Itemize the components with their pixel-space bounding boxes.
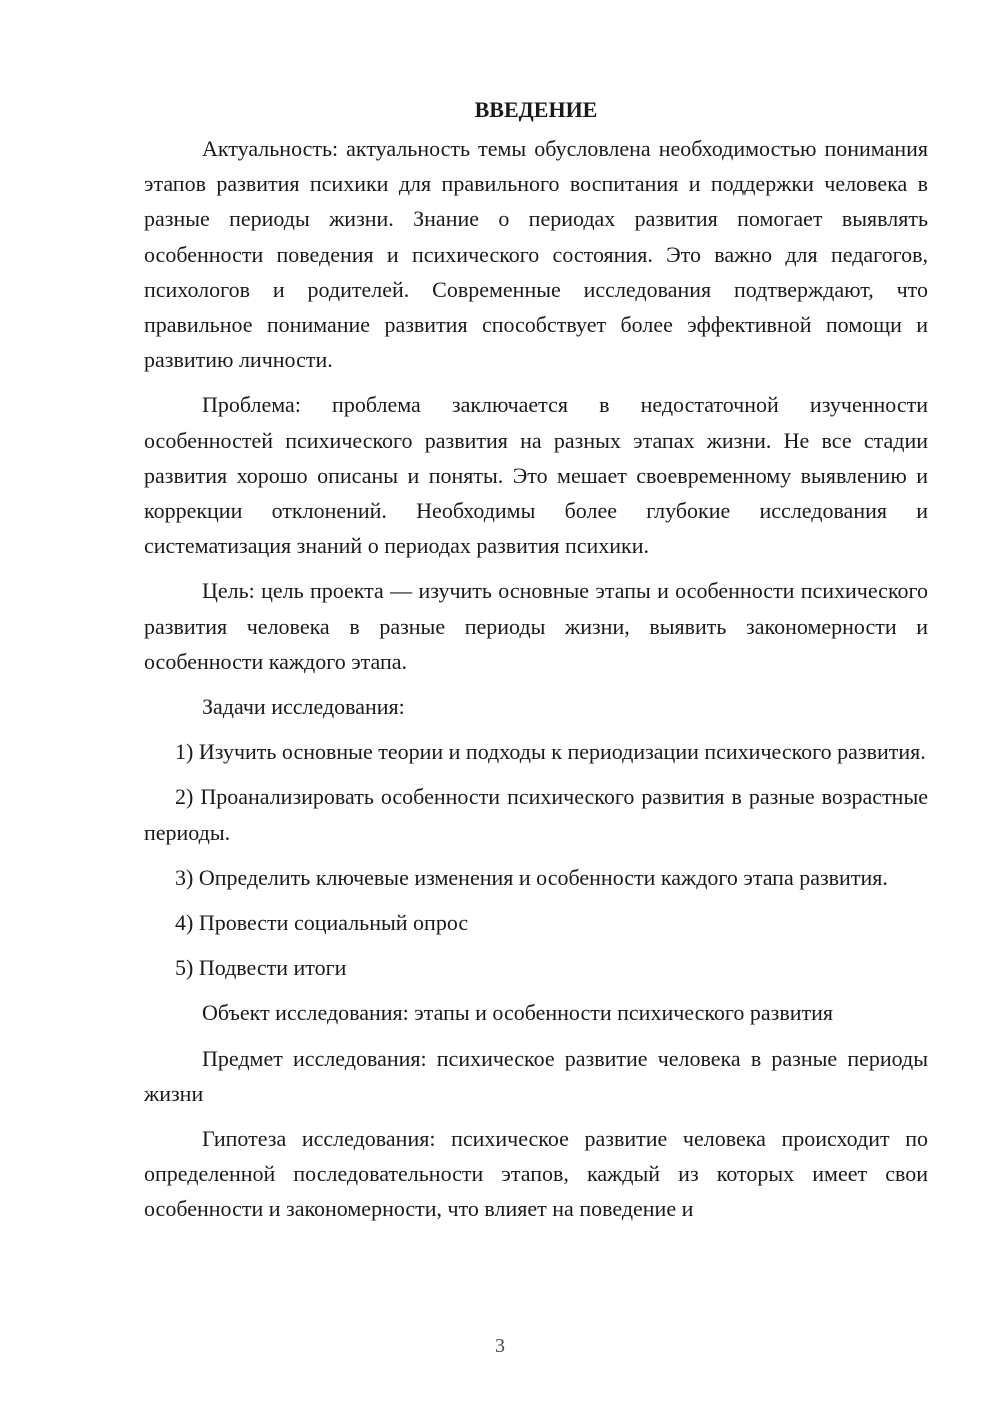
task-item-4: 4) Провести социальный опрос [175,910,469,936]
task-item-1: 1) Изучить основные теории и подходы к периодизации психического развития. [175,739,926,765]
paragraph-goal: Цель: цель проекта — изучить основные этапы и особенности психического развития человека в разные периоды жизни, выявить закономерности и особенности каждого этапа. [144,578,928,674]
task-item-5: 5) Подвести итоги [175,955,347,981]
paragraph-subject: Предмет исследования: психическое развитие человека в разные периоды жизни [144,1045,928,1106]
task-item-3: 3) Определить ключевые изменения и особенности каждого этапа развития. [175,864,888,890]
page-number: 3 [495,1335,505,1357]
paragraph-relevance: Актуальность: актуальность темы обусловлена необходимостью понимания этапов развития психики для правильного воспитания и поддержки человека в разные периоды жизни. Знание о периодах развития помогает выявлять особенности поведения и психического состояния. Это важно для педагогов, психологов и родителей. Современные исследования подтверждают, что правильное понимание развития способствует более эффективной помощи и развитию личности. [144,136,928,373]
task-item-2: 2) Проанализировать особенности психического развития в разные возрастные периоды. [144,784,928,845]
paragraph-problem: Проблема: проблема заключается в недостаточной изученности особенностей психического развития на разных этапах жизни. Не все стадии развития хорошо описаны и поняты. Это мешает своевременному выявлению и коррекции отклонений. Необходимы более глубокие исследования и систематизация знаний о периодах развития психики. [144,392,928,559]
page-title: ВВЕДЕНИЕ [474,97,598,122]
paragraph-object: Объект исследования: этапы и особенности психического развития [202,1000,834,1026]
paragraph-hypothesis: Гипотеза исследования: психическое развитие человека происходит по определенной последовательности этапов, каждый из которых имеет свои особенности и закономерности, что влияет на поведение и [144,1126,928,1222]
document-page [144,92,928,1227]
paragraph-tasks-heading: Задачи исследования: [202,694,405,720]
